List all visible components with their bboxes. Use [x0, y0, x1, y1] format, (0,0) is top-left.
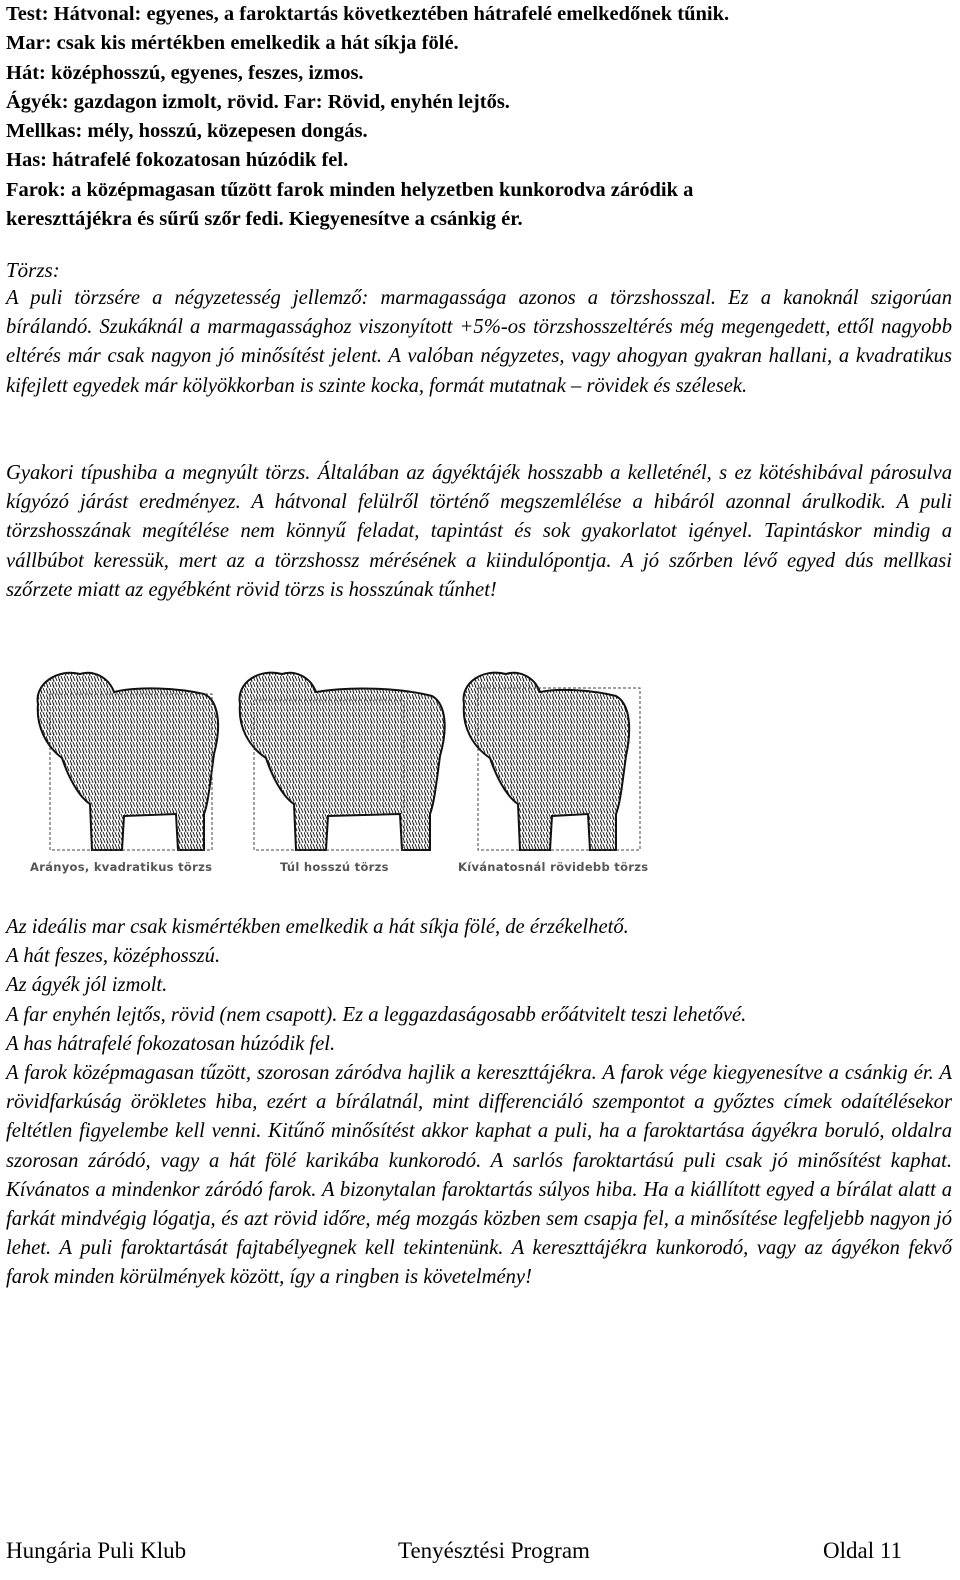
- footer-document-title: Tenyésztési Program: [398, 1538, 590, 1563]
- body-proportion-figures: [0, 664, 960, 884]
- figure-short-body: [456, 664, 646, 864]
- ideal-line: A far enyhén lejtős, rövid (nem csapott). Ez a leggazdaságosabb erőátvitelt teszi lehetővé.: [6, 1003, 747, 1026]
- summary-line: Test: Hátvonal: egyenes, a faroktartás következtében hátrafelé emelkedőnek tűnik.: [6, 3, 730, 25]
- section-heading-torzs: Törzs:: [6, 258, 60, 282]
- ideal-line: Az ideális mar csak kismértékben emelkedik a hát síkja fölé, de érzékelhető.: [6, 916, 629, 938]
- paragraph-long-body: Gyakori típushiba a megnyúlt törzs. Általában az ágyéktájék hosszabb a kelleténél, s ez kötéshibával párosulva kígyózó járást eredményez. A hátvonal felülről történő megszemlélése a hibáról azonnal árulkodik. A puli törzshosszának megítélése nem könnyű feladat, tapintást és sok gyakorlatot igényel. Tapintáskor mindig a vállbúbot keressük, mert az a törzshossz mérésének a kiindulópontja. A jó szőrben lévő egyed dús mellkasi szőrzete miatt az egyébként rövid törzs is hosszúnak tűnhet!: [6, 462, 952, 601]
- summary-line: Ágyék: gazdagon izmolt, rövid. Far: Rövid, enyhén lejtős.: [6, 90, 510, 113]
- summary-line: Mar: csak kis mértékben emelkedik a hát síkja fölé.: [6, 32, 459, 55]
- footer-club-name: Hungária Puli Klub: [6, 1538, 187, 1563]
- figure-square-body: [28, 664, 228, 864]
- puli-silhouette-long: [232, 664, 452, 864]
- figure-caption: Arányos, kvadratikus törzs: [30, 860, 213, 874]
- footer-page-number: Oldal 11: [823, 1538, 902, 1563]
- paragraph-tail: A farok középmagasan tűzött, szorosan záródva hajlik a kereszttájékra. A farok vége kiegyenesítve a csánkig ér. A rövidfarkúság örökletes hiba, ezért a bírálatnál, mint differenciáló szempontot a győztes címek odaítélésekor feltétlen figyelembe kell venni. Kitűnő minősítést akkor kaphat a puli, ha a faroktartása ágyékra boruló, oldalra szorosan záródó, vagy a hát fölé karikába kunkorodó. A sarlós faroktartású puli csak jó minősítést kaphat. Kívánatos a mindenkor záródó farok. A bizonytalan faroktartás súlyos hiba. Ha a kiállított egyed a bírálat alatt a farkát mindvégig lógatja, és azt rövid időre, még mozgás közben sem csapja fel, a minősítése legfeljebb nagyon jó lehet. A puli faroktartását fajtabélyegnek kell tekintenünk. A kereszttájékra kunkorodó, vagy az ágyékon fekvő farok minden körülmények között, így a ringben is követelmény!: [6, 1062, 952, 1289]
- puli-silhouette-square: [28, 664, 228, 864]
- figure-caption: Kívánatosnál rövidebb törzs: [458, 860, 649, 874]
- puli-silhouette-short: [456, 664, 646, 864]
- summary-line: Farok: a középmagasan tűzött farok minden helyzetben kunkorodva záródik a: [6, 178, 694, 201]
- ideal-line: Az ágyék jól izmolt.: [6, 974, 168, 997]
- ideal-line: A hát feszes, középhosszú.: [6, 945, 221, 968]
- summary-line: Has: hátrafelé fokozatosan húzódik fel.: [6, 149, 349, 172]
- summary-line: Mellkas: mély, hosszú, közepesen dongás.: [6, 120, 368, 143]
- paragraph-square-body: A puli törzsére a négyzetesség jellemző: marmagassága azonos a törzshosszal. Ez a kanoknál szigorúan bírálandó. Szukáknál a marmagassághoz viszonyított +5%-os törzshosszeltérés még megengedett, ettől nagyobb eltérés már csak nagyon jó minősítést jelent. A valóban négyzetes, vagy ahogyan gyakran hallani, a kvadratikus kifejlett egyedek már kölyökkorban is szinte kocka, formát mutatnak – rövidek és szélesek.: [6, 287, 952, 397]
- page-footer: [6, 1538, 952, 1572]
- figure-long-body: [232, 664, 452, 864]
- breed-standard-summary: [6, 0, 952, 234]
- ideal-line: A has hátrafelé fokozatosan húzódik fel.: [6, 1032, 336, 1055]
- figure-caption: Túl hosszú törzs: [280, 860, 389, 874]
- summary-line: Hát: középhosszú, egyenes, feszes, izmos.: [6, 61, 364, 84]
- ideal-topline-list: [6, 913, 952, 1059]
- summary-line: kereszttájékra és sűrű szőr fedi. Kiegyenesítve a csánkig ér.: [6, 208, 523, 231]
